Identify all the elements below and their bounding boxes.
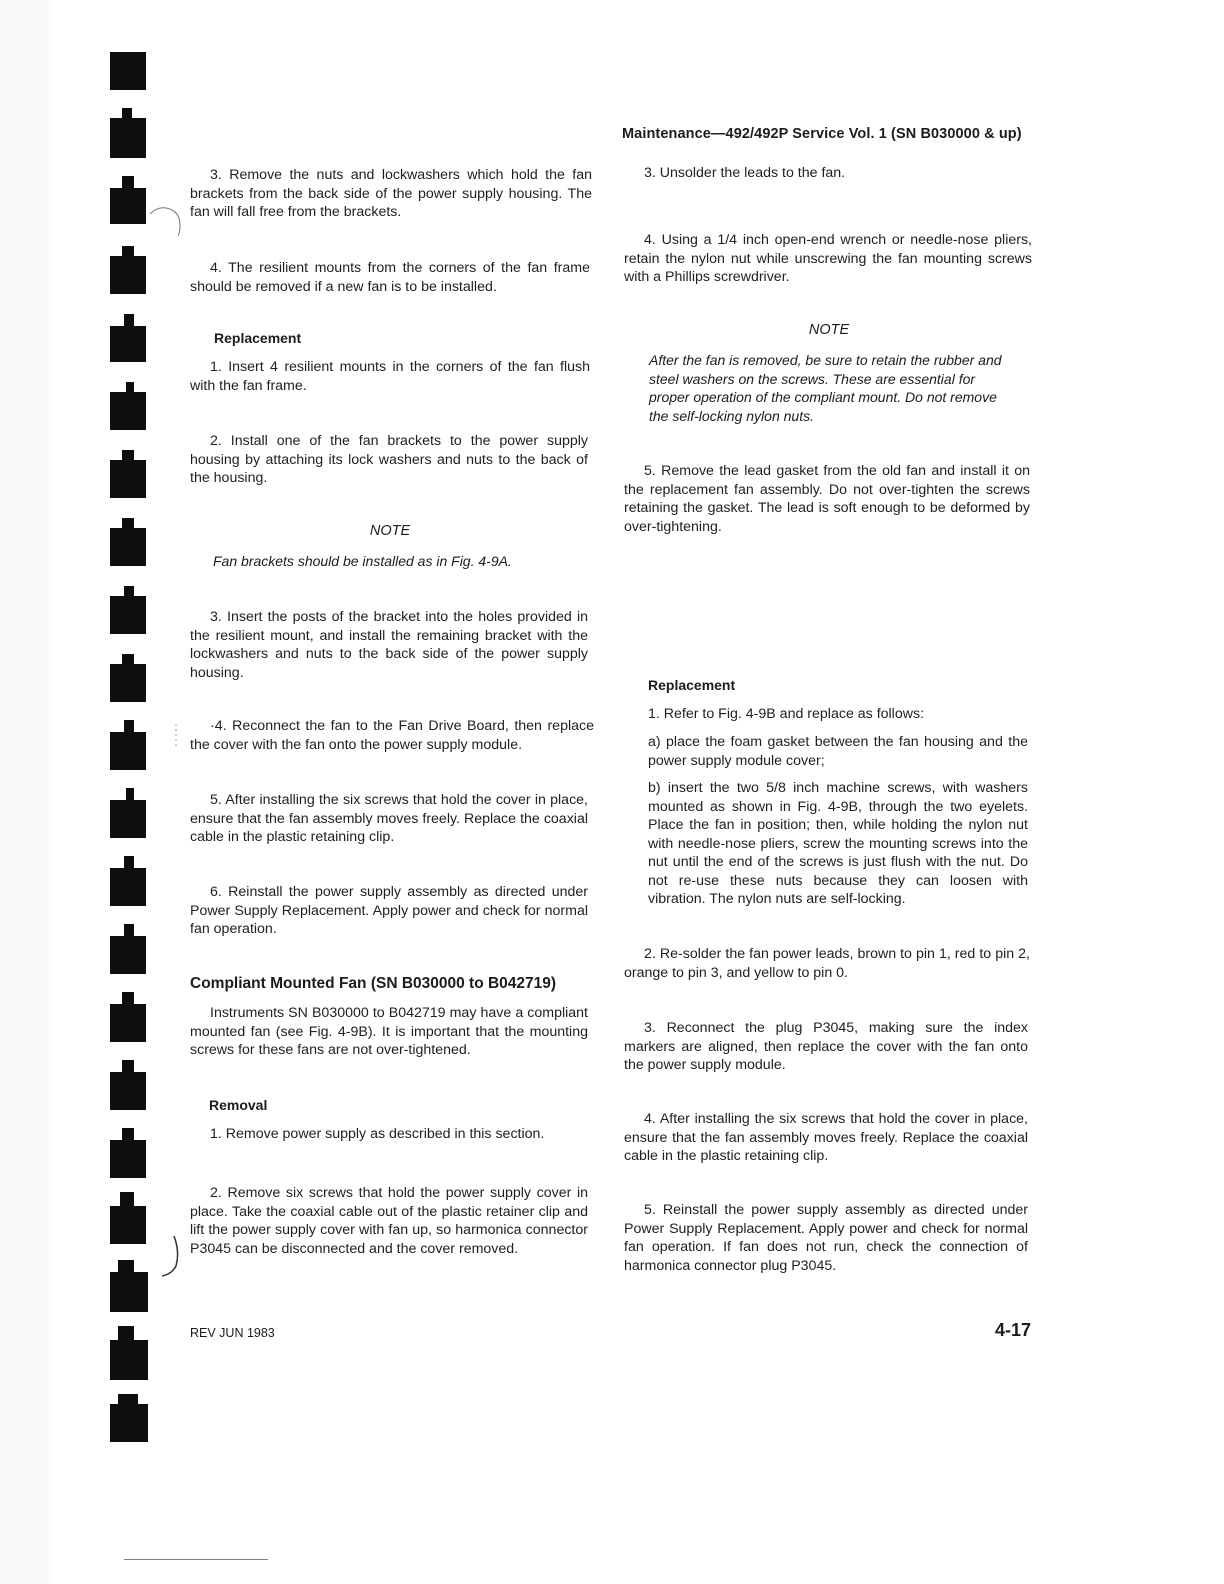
- step-reconnect-fan: ·4. Reconnect the fan to the Fan Drive Board, then replace the cover with the fan onto the power supply module.: [190, 718, 594, 753]
- step-insert-posts: 3. Insert the posts of the bracket into the holes provided in the resilient mount, and install the remaining bracket with the lockwashers and nuts to the back side of the power supply housing.: [190, 609, 588, 681]
- index-tab-notch: [124, 924, 134, 938]
- index-tab-notch: [120, 1192, 134, 1208]
- index-tab: [110, 1004, 146, 1042]
- pencil-mark: [146, 196, 188, 242]
- index-tab: [110, 1272, 148, 1312]
- index-tab-notch: [124, 586, 134, 598]
- index-tab: [110, 936, 146, 974]
- replacement-heading: Replacement: [214, 330, 302, 346]
- step-remove-six-screws: 2. Remove six screws that hold the power supply cover in place. Take the coaxial cable out of the plastic retainer clip and lift the power supply cover with fan up, so harmonica connector P3045 can be disconnected and the cover removed.: [190, 1185, 588, 1257]
- index-tab: [110, 392, 146, 430]
- scan-edge-line: [124, 1559, 268, 1560]
- index-tab: [110, 800, 146, 838]
- index-tab: [110, 326, 146, 362]
- index-tab-notch: [118, 1394, 138, 1406]
- index-tab-notch: [124, 856, 134, 870]
- index-tab: [110, 1340, 148, 1380]
- step-remove-mounts: 4. The resilient mounts from the corners of the fan frame should be removed if a new fan is to be installed.: [190, 260, 590, 295]
- index-tab: [110, 664, 146, 702]
- step-remove-gasket: 5. Remove the lead gasket from the old fan and install it on the replacement fan assembly. Do not over-tighten the screws retaining the gasket. The lead is soft enough to be deformed by over-tightening.: [624, 463, 1030, 535]
- replacement-heading-right: Replacement: [648, 677, 736, 693]
- index-tab-notch: [122, 1128, 134, 1142]
- step-insert-mounts: 1. Insert 4 resilient mounts in the corners of the fan flush with the fan frame.: [190, 359, 590, 394]
- step-reinstall-supply: 6. Reinstall the power supply assembly as directed under Power Supply Replacement. Apply power and check for normal fan operation.: [190, 884, 588, 937]
- page-number: 4-17: [995, 1320, 1032, 1340]
- index-tab-notch: [122, 654, 134, 666]
- section-intro: Instruments SN B030000 to B042719 may have a compliant mounted fan (see Fig. 4-9B). It is important that the mounting screws for these fans are not over-tightened.: [190, 1005, 588, 1058]
- index-tab: [110, 528, 146, 566]
- index-tab-notch: [122, 108, 132, 120]
- index-tab: [110, 868, 146, 906]
- index-tab: [110, 1404, 148, 1442]
- note-title-right: NOTE: [808, 322, 850, 338]
- index-tab: [110, 118, 146, 158]
- index-tab-notch: [122, 176, 134, 190]
- step-install-six-screws: 4. After installing the six screws that hold the cover in place, ensure that the fan assembly moves freely. Replace the coaxial cable in the plastic retaining clip.: [624, 1111, 1028, 1164]
- index-tab-notch: [118, 1326, 134, 1342]
- pencil-mark: [172, 722, 180, 750]
- step-remove-nuts: 3. Remove the nuts and lockwashers which hold the fan brackets from the back side of the power supply housing. The fan will fall free from the brackets.: [190, 167, 592, 220]
- scan-margin: [0, 0, 52, 1584]
- step-refer-fig: 1. Refer to Fig. 4-9B and replace as follows:: [648, 706, 925, 722]
- index-tab: [110, 732, 146, 770]
- index-tab: [110, 188, 146, 224]
- note-text-right: After the fan is removed, be sure to retain the rubber and steel washers on the screws. These are essential for proper operation of the compliant mount. Do not remove the self-locking nylon nuts.: [649, 352, 1002, 424]
- index-tab-notch: [126, 788, 134, 802]
- removal-heading: Removal: [209, 1097, 268, 1113]
- step-retain-nylon-nut: 4. Using a 1/4 inch open-end wrench or needle-nose pliers, retain the nylon nut while unscrewing the fan mounting screws with a Phillips screwdriver.: [624, 232, 1032, 285]
- step-place-gasket: a) place the foam gasket between the fan housing and the power supply module cover;: [648, 734, 1028, 769]
- pencil-mark: [158, 1232, 184, 1280]
- index-tab-notch: [122, 518, 134, 530]
- index-tab-notch: [122, 992, 134, 1006]
- note-title: NOTE: [369, 523, 411, 539]
- index-tab-notch: [126, 382, 134, 394]
- running-header: Maintenance—492/492P Service Vol. 1 (SN B030000 & up): [622, 126, 1022, 142]
- index-tab: [110, 596, 146, 634]
- step-reconnect-plug: 3. Reconnect the plug P3045, making sure the index markers are aligned, then replace the cover with the fan onto the power supply module.: [624, 1020, 1028, 1073]
- step-reinstall-check: 5. Reinstall the power supply assembly as directed under Power Supply Replacement. Apply power and check for normal fan operation. If fan does not run, check the connection of harmonica connector plug P3045.: [624, 1202, 1028, 1274]
- index-tab: [110, 52, 146, 90]
- revision-date: REV JUN 1983: [190, 1326, 275, 1340]
- step-unsolder-leads: 3. Unsolder the leads to the fan.: [644, 165, 846, 181]
- index-tab-notch: [122, 246, 134, 258]
- index-tab-notch: [124, 314, 134, 328]
- index-tab: [110, 256, 146, 294]
- step-resolder-leads: 2. Re-solder the fan power leads, brown to pin 1, red to pin 2, orange to pin 3, and yellow to pin 0.: [624, 946, 1030, 981]
- index-tab-notch: [122, 450, 134, 462]
- step-install-bracket: 2. Install one of the fan brackets to the power supply housing by attaching its lock washers and nuts to the back of the housing.: [190, 433, 588, 486]
- section-title: Compliant Mounted Fan (SN B030000 to B042719): [190, 975, 557, 992]
- note-text: Fan brackets should be installed as in Fig. 4-9A.: [213, 553, 512, 569]
- step-remove-power-supply: 1. Remove power supply as described in this section.: [210, 1126, 545, 1142]
- index-tab: [110, 460, 146, 498]
- index-tab: [110, 1072, 146, 1110]
- index-tab-notch: [122, 1060, 134, 1074]
- index-tab-notch: [124, 720, 134, 734]
- index-tab: [110, 1206, 146, 1244]
- step-install-screws: 5. After installing the six screws that hold the cover in place, ensure that the fan assembly moves freely. Replace the coaxial cable in the plastic retaining clip.: [190, 792, 588, 845]
- step-insert-screws: b) insert the two 5/8 inch machine screws, with washers mounted as shown in Fig. 4-9B, through the two eyelets. Place the fan in position; then, while holding the nylon nut with needle-nose pliers, screw the mounting screws into the nut until the end of the screws is just flush with the nut. Do not re-use these nuts because they can loosen with vibration. The nylon nuts are self-locking.: [648, 780, 1028, 907]
- index-tab: [110, 1140, 146, 1178]
- index-tab-notch: [118, 1260, 134, 1274]
